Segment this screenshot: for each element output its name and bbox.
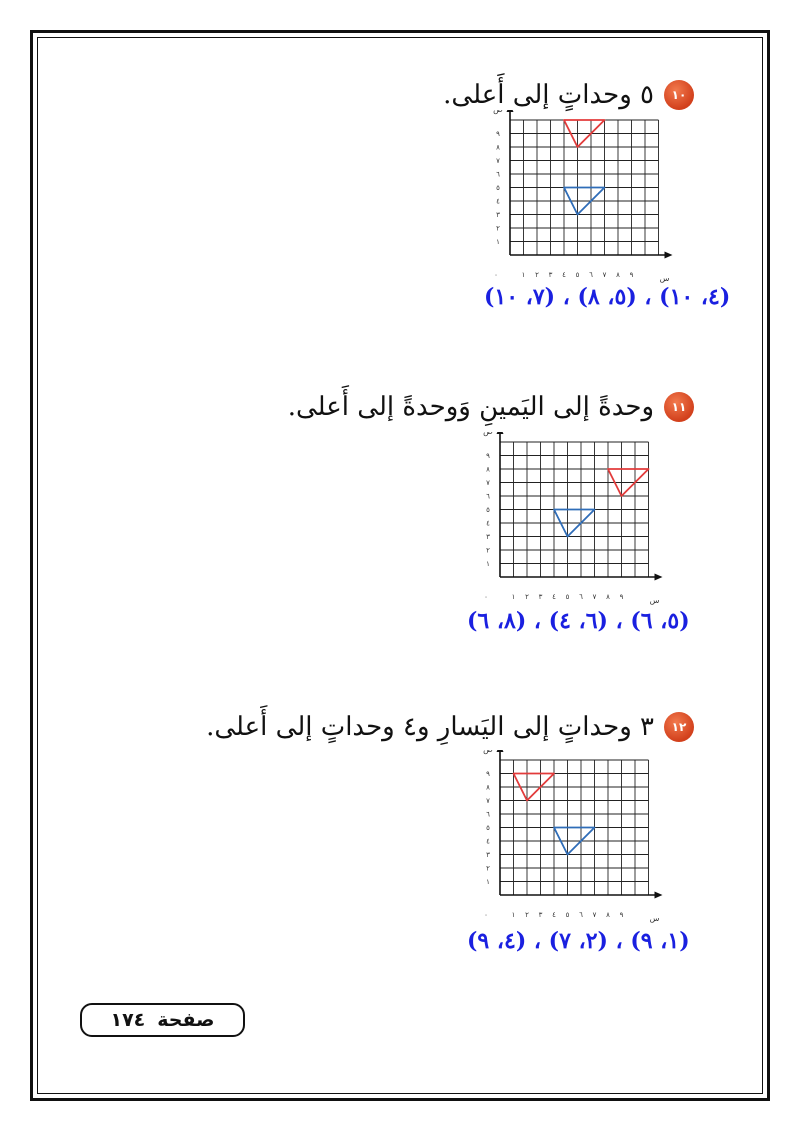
page-number-box: [80, 1003, 245, 1037]
x-axis-label: س: [659, 274, 670, 283]
x-tick-label: ٧: [602, 271, 607, 279]
problem-10-number-badge: ١٠: [664, 80, 694, 110]
y-tick-label: ٣: [496, 211, 500, 219]
problem-10-answer: (٤، ١٠) ، (٥، ٨) ، (٧، ١٠): [484, 284, 731, 310]
y-axis-label: [483, 750, 493, 754]
problem-12-grid: [470, 750, 690, 930]
x-axis-arrow: [655, 892, 663, 899]
y-tick-label: ٨: [486, 465, 490, 474]
y-tick-label: ٩: [486, 452, 490, 460]
x-tick-label: ٦: [579, 911, 583, 919]
y-axis-label: [493, 110, 503, 114]
y-tick-label: ٢: [496, 224, 500, 233]
x-axis-arrow: [655, 574, 663, 581]
problem-11-heading: [288, 392, 694, 422]
problem-12-heading: [206, 712, 694, 742]
x-tick-label: ٦: [579, 593, 583, 601]
y-tick-label: ١: [496, 238, 500, 246]
x-tick-label: ٤: [552, 911, 556, 919]
x-tick-label: ٥: [565, 593, 570, 601]
x-tick-label: ١: [511, 911, 516, 919]
y-tick-label: ١: [486, 878, 490, 886]
problem-12-instruction: ٣ وحداتٍ إلى اليَسارِ و٤ وحداتٍ إلى أَعلى.: [206, 712, 654, 742]
origin-label: ٠: [484, 593, 488, 601]
y-axis-arrow: [497, 750, 504, 752]
y-tick-label: ٥: [486, 824, 490, 832]
origin-label: ٠: [494, 271, 498, 279]
y-tick-label: ٤: [496, 197, 500, 206]
y-tick-label: ٨: [486, 783, 490, 792]
x-tick-label: ٣: [538, 911, 543, 919]
x-tick-label: ٢: [535, 271, 539, 279]
y-tick-label: ٣: [486, 533, 490, 541]
problem-10-heading: [443, 80, 694, 110]
x-tick-label: ٥: [565, 911, 570, 919]
x-tick-label: ٧: [592, 593, 597, 601]
problem-11-number-badge: ١١: [664, 392, 694, 422]
y-tick-label: ٧: [486, 797, 490, 805]
y-tick-label: ٩: [496, 130, 500, 138]
x-tick-label: ١: [511, 593, 516, 601]
y-tick-label: ٨: [496, 143, 500, 152]
x-tick-label: ٧: [592, 911, 597, 919]
x-tick-label: ٥: [575, 271, 580, 279]
problem-11-instruction: وحدةً إلى اليَمينِ وَوحدةً إلى أَعلى.: [287, 392, 654, 422]
y-tick-label: ١: [486, 560, 490, 568]
problem-11-grid: [470, 432, 690, 612]
y-axis-arrow: [497, 432, 504, 434]
y-tick-label: ٩: [486, 770, 490, 778]
x-tick-label: ٨: [606, 911, 610, 919]
y-tick-label: ٦: [486, 810, 490, 819]
problem-10-grid: [480, 110, 700, 290]
x-tick-label: ٤: [552, 593, 556, 601]
x-tick-label: ٩: [619, 911, 624, 919]
y-tick-label: ٥: [486, 506, 490, 514]
problem-10-instruction: ٥ وحداتٍ إلى أَعلى.: [443, 80, 654, 110]
y-tick-label: ٣: [486, 851, 490, 859]
y-axis-label: [483, 432, 493, 436]
origin-label: ٠: [484, 911, 488, 919]
y-tick-label: ٥: [496, 184, 500, 192]
y-tick-label: ٢: [486, 546, 490, 555]
x-axis-label: س: [649, 596, 660, 605]
x-tick-label: ٣: [538, 593, 543, 601]
x-tick-label: ٢: [525, 593, 529, 601]
y-tick-label: ٢: [486, 864, 490, 873]
x-tick-label: ٤: [562, 271, 566, 279]
x-tick-label: ٨: [606, 593, 610, 601]
x-tick-label: ٩: [629, 271, 634, 279]
x-axis-label: س: [649, 914, 660, 923]
x-tick-label: ٨: [616, 271, 620, 279]
y-tick-label: ٦: [486, 492, 490, 501]
x-tick-label: ٣: [548, 271, 553, 279]
problem-12-answer: (١، ٩) ، (٢، ٧) ، (٤، ٩): [467, 928, 690, 954]
problem-11-answer: (٥، ٦) ، (٦، ٤) ، (٨، ٦): [467, 608, 690, 634]
y-tick-label: ٦: [496, 170, 500, 179]
page-number: ١٧٤: [110, 1009, 146, 1031]
y-axis-arrow: [507, 110, 514, 112]
x-tick-label: ٩: [619, 593, 624, 601]
problem-12-number-badge: ١٢: [664, 712, 694, 742]
y-tick-label: ٧: [496, 157, 500, 165]
x-tick-label: ٢: [525, 911, 529, 919]
x-tick-label: ١: [521, 271, 526, 279]
page-word: صفحة: [157, 1009, 215, 1031]
y-tick-label: ٤: [486, 837, 490, 846]
y-tick-label: ٤: [486, 519, 490, 528]
x-tick-label: ٦: [589, 271, 593, 279]
x-axis-arrow: [665, 252, 673, 259]
y-tick-label: ٧: [486, 479, 490, 487]
